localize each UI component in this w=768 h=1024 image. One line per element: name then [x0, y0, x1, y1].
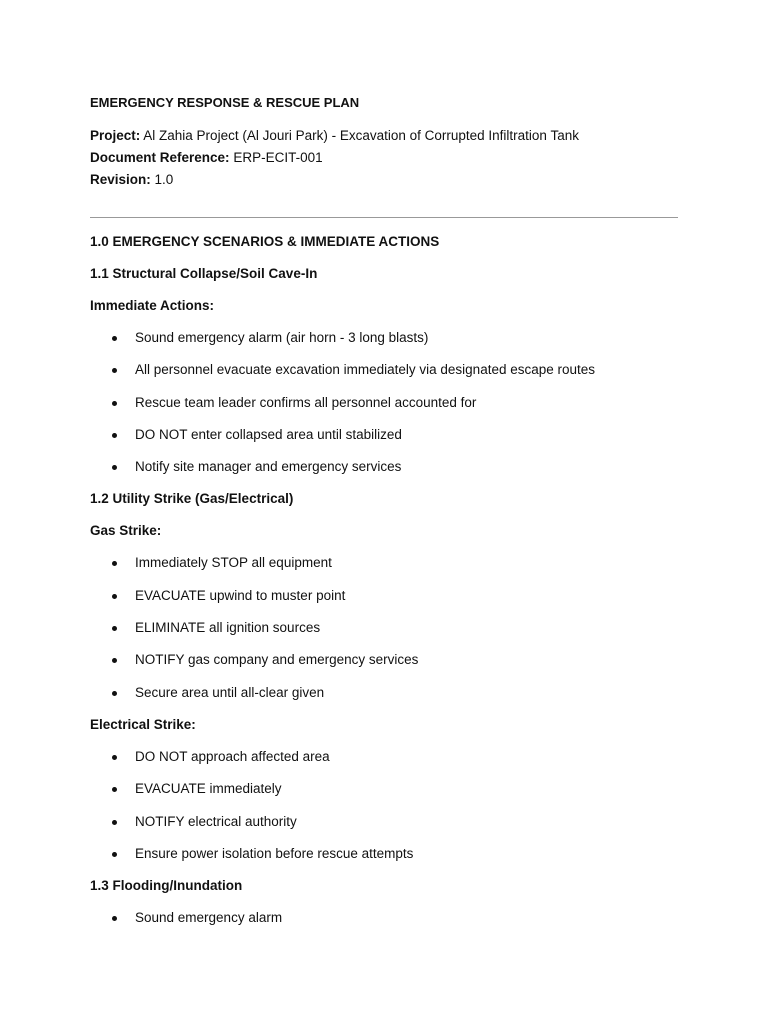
- subsection-heading-flooding: 1.3 Flooding/Inundation: [90, 878, 243, 894]
- bullet-icon: [112, 852, 117, 857]
- collapse-action-list: [90, 328, 680, 477]
- bullet-icon: [112, 433, 117, 438]
- list-item-text: ELIMINATE all ignition sources: [135, 620, 321, 636]
- list-item: [90, 393, 680, 413]
- revision-label: Revision:: [90, 172, 151, 187]
- project-label: Project:: [90, 128, 141, 143]
- flooding-action-list: [90, 908, 680, 928]
- list-item: [90, 553, 680, 573]
- list-item-text: Ensure power isolation before rescue attempts: [135, 845, 414, 861]
- list-item: [90, 650, 680, 670]
- bullet-icon: [112, 787, 117, 792]
- list-item-text: Notify site manager and emergency services: [135, 459, 402, 475]
- subsection-heading-collapse: 1.1 Structural Collapse/Soil Cave-In: [90, 266, 318, 281]
- bullet-icon: [112, 561, 117, 566]
- list-item: [90, 844, 680, 864]
- list-item-text: Sound emergency alarm: [135, 910, 283, 926]
- document-page: [90, 93, 680, 940]
- revision-line: [90, 169, 680, 191]
- list-item-text: All personnel evacuate excavation immediately via designated escape routes: [135, 362, 596, 378]
- list-item: [90, 328, 680, 348]
- list-item: [90, 618, 680, 638]
- list-item-text: Sound emergency alarm (air horn - 3 long blasts): [135, 330, 429, 345]
- document-title: EMERGENCY RESPONSE & RESCUE PLAN: [90, 95, 360, 110]
- section-divider: [90, 217, 678, 218]
- list-item: [90, 586, 680, 606]
- bullet-icon: [112, 820, 117, 825]
- electrical-action-list: [90, 747, 680, 864]
- bullet-icon: [112, 368, 117, 373]
- list-item: [90, 779, 680, 799]
- bullet-icon: [112, 691, 117, 696]
- list-item-text: EVACUATE immediately: [135, 781, 282, 797]
- list-item-text: DO NOT enter collapsed area until stabilized: [135, 426, 402, 442]
- bullet-icon: [112, 336, 117, 341]
- bullet-icon: [112, 594, 117, 599]
- list-item-text: NOTIFY electrical authority: [135, 813, 297, 829]
- bullet-icon: [112, 755, 117, 760]
- list-item: [90, 360, 680, 380]
- bullet-icon: [112, 465, 117, 470]
- bullet-icon: [112, 401, 117, 406]
- list-item-text: EVACUATE upwind to muster point: [135, 587, 346, 603]
- gas-strike-label: Gas Strike:: [90, 523, 162, 539]
- list-item-text: DO NOT approach affected area: [135, 748, 330, 764]
- list-item: [90, 747, 680, 767]
- immediate-actions-label: Immediate Actions:: [90, 298, 215, 313]
- bullet-icon: [112, 658, 117, 663]
- bullet-icon: [112, 916, 117, 921]
- list-item-text: Rescue team leader confirms all personnel accounted for: [135, 394, 477, 410]
- list-item: [90, 812, 680, 832]
- list-item-text: NOTIFY gas company and emergency services: [135, 652, 419, 668]
- project-value: Al Zahia Project (Al Jouri Park) - Excavation of Corrupted Infiltration Tank: [143, 128, 579, 143]
- list-item: [90, 425, 680, 445]
- list-item: [90, 908, 680, 928]
- project-line: [90, 125, 680, 147]
- list-item-text: Immediately STOP all equipment: [135, 555, 332, 571]
- reference-value: ERP-ECIT-001: [233, 150, 323, 165]
- bullet-icon: [112, 626, 117, 631]
- gas-action-list: [90, 553, 680, 702]
- reference-label: Document Reference:: [90, 150, 230, 165]
- section-heading: 1.0 EMERGENCY SCENARIOS & IMMEDIATE ACTIONS: [90, 234, 440, 249]
- reference-line: [90, 147, 680, 169]
- revision-value: 1.0: [154, 172, 174, 187]
- list-item-text: Secure area until all-clear given: [135, 684, 325, 700]
- subsection-heading-utility: 1.2 Utility Strike (Gas/Electrical): [90, 491, 294, 507]
- electrical-strike-label: Electrical Strike:: [90, 716, 196, 732]
- list-item: [90, 457, 680, 477]
- list-item: [90, 683, 680, 703]
